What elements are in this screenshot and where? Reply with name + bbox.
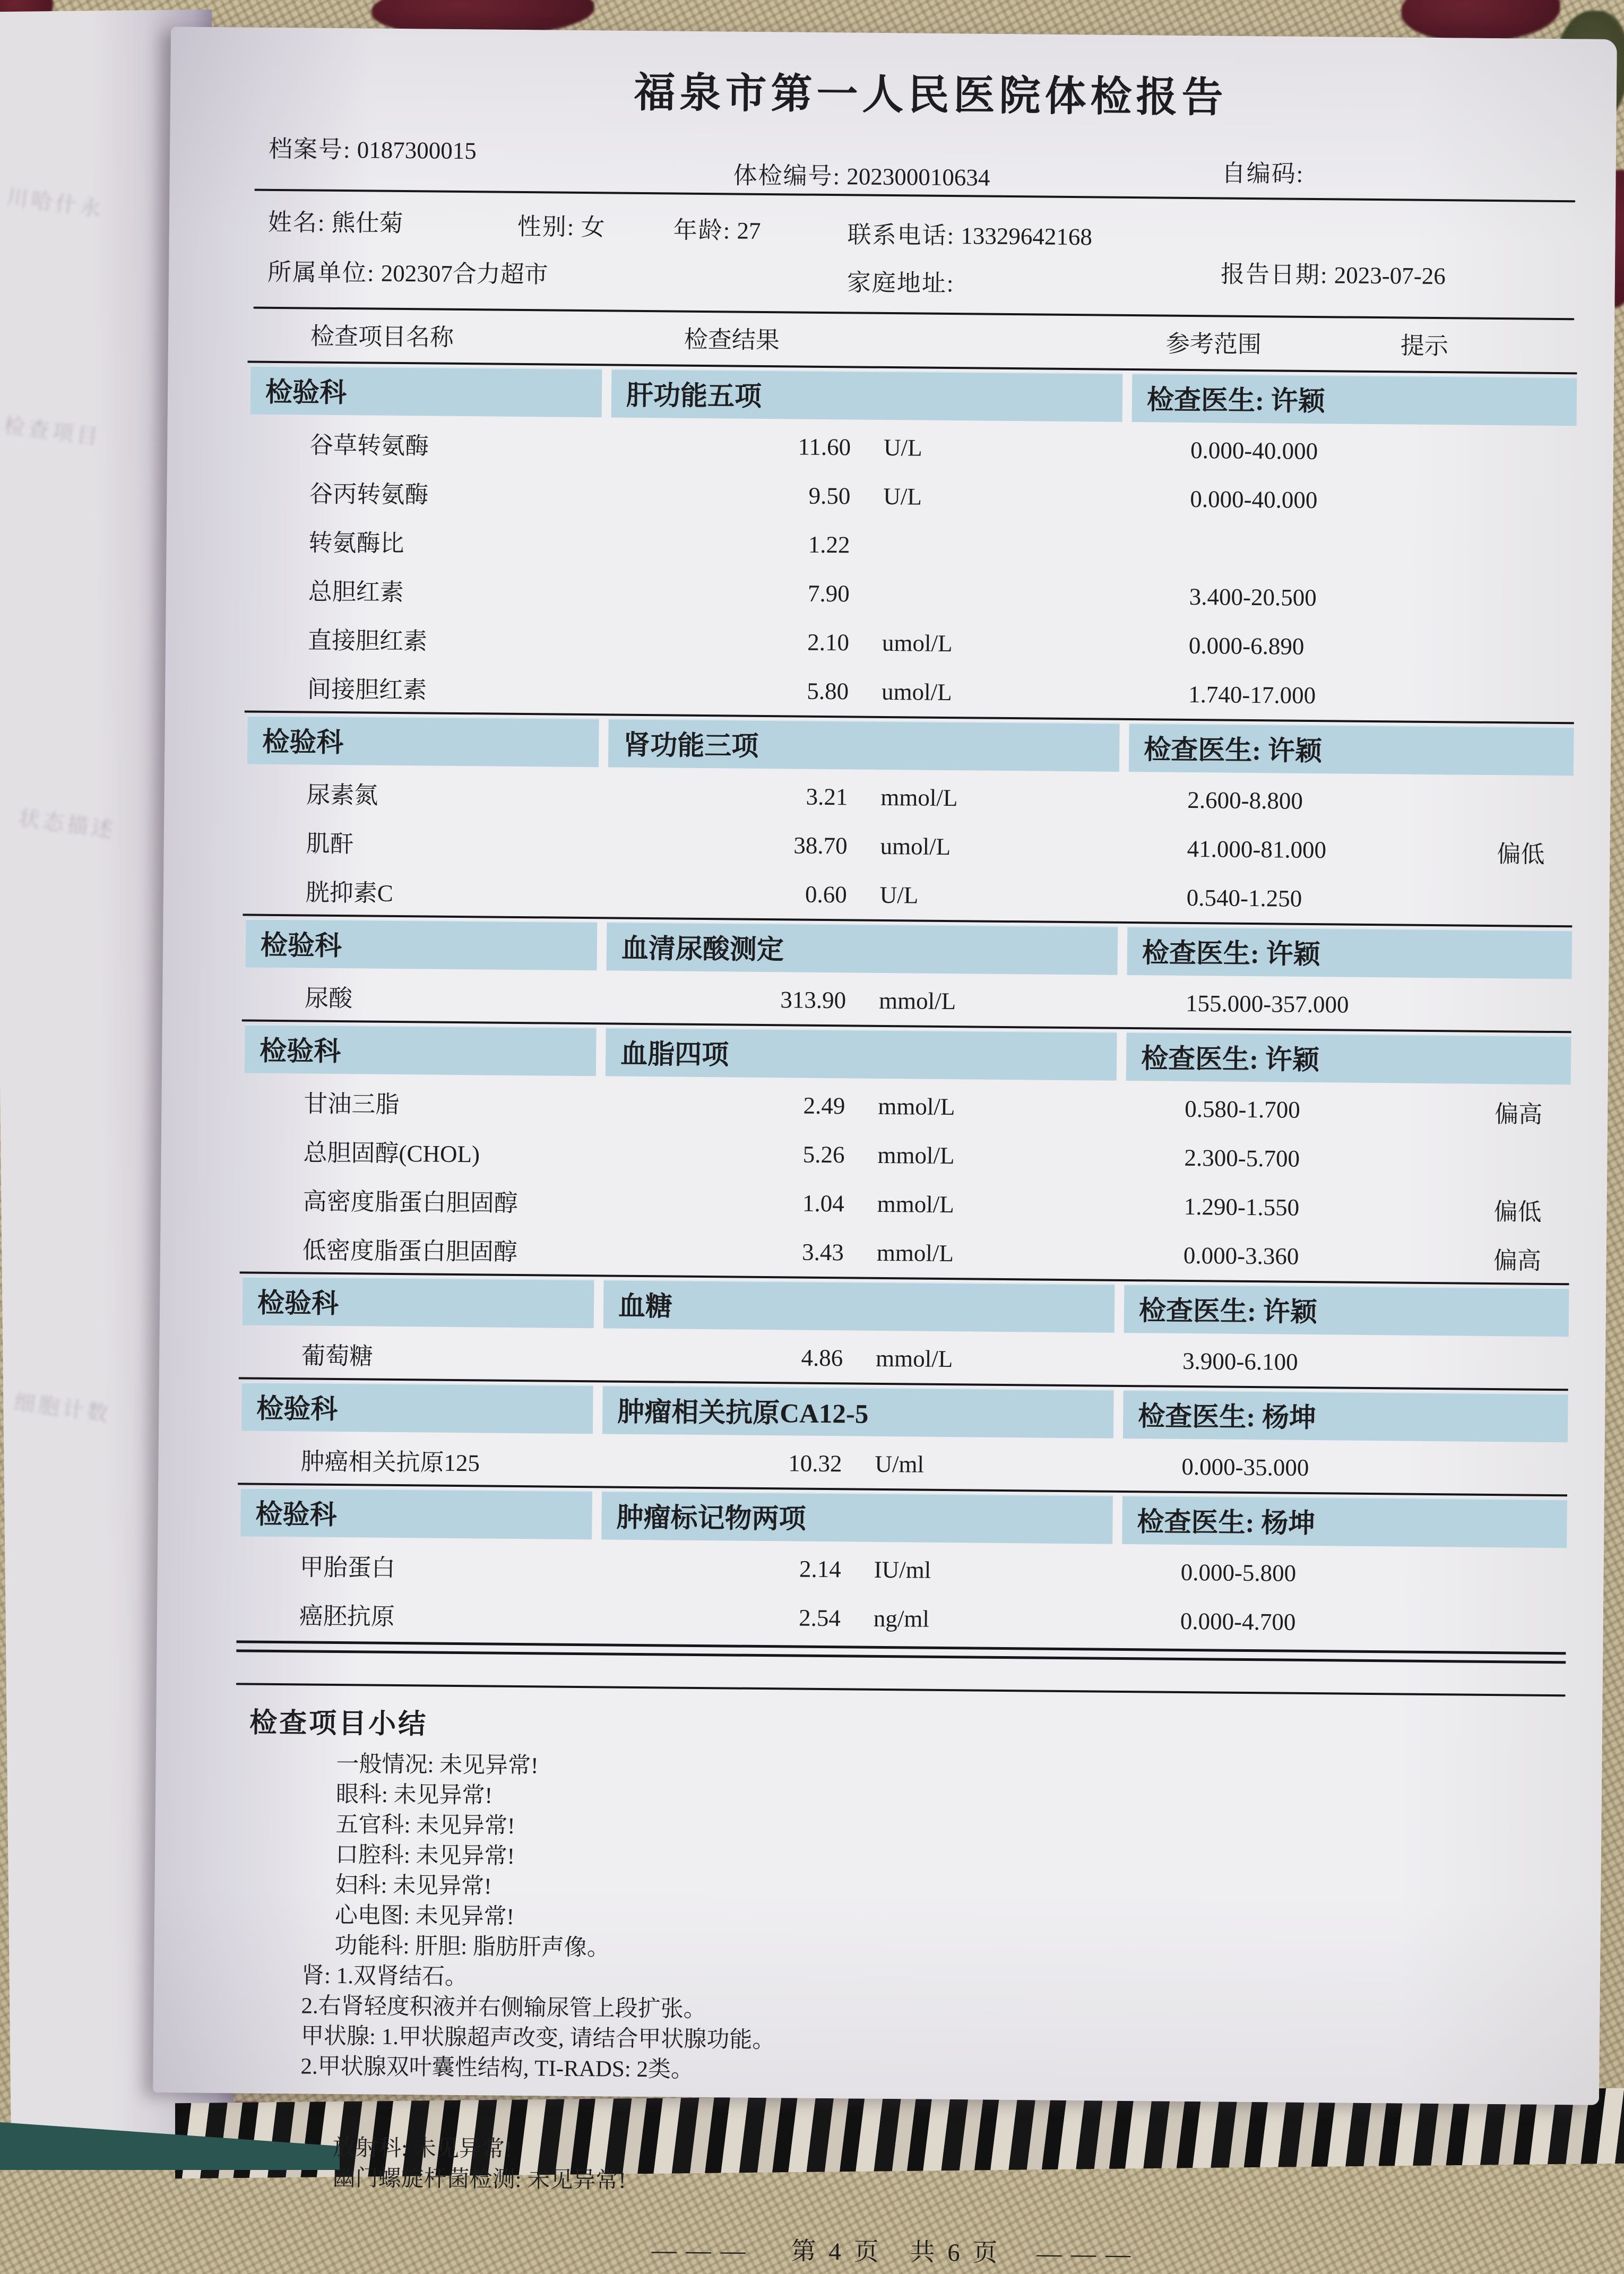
reference-range: 0.000-6.890 bbox=[1188, 632, 1305, 660]
result-unit bbox=[850, 545, 1190, 548]
result-unit: U/ml bbox=[875, 1450, 925, 1478]
reference-range: 0.580-1.700 bbox=[1185, 1095, 1301, 1123]
reference-range: 0.000-4.700 bbox=[1180, 1607, 1296, 1635]
result-value: 10.32 bbox=[788, 1450, 842, 1477]
lab-section bbox=[242, 914, 1573, 1031]
dept-chip: 检验科 bbox=[250, 366, 602, 418]
exam-no: 体检编号: 202300010634 bbox=[733, 162, 990, 191]
footer-dashes: ——— bbox=[651, 2236, 755, 2265]
doctor-chip: 检查医生: 许颖 bbox=[1132, 373, 1577, 426]
item-name: 总胆固醇(CHOL) bbox=[303, 1139, 480, 1167]
doctor-chip: 检查医生: 杨坤 bbox=[1123, 1390, 1568, 1442]
result-value: 3.43 bbox=[801, 1238, 844, 1266]
doctor-chip: 检查医生: 许颖 bbox=[1127, 926, 1573, 979]
flag-text bbox=[1479, 1469, 1567, 1470]
flag-text: 偏低 bbox=[1493, 1198, 1542, 1226]
section-title: 血糖 bbox=[603, 1279, 1115, 1332]
summary-lines bbox=[231, 1748, 1565, 2204]
section-title: 肾功能三项 bbox=[608, 718, 1120, 771]
summary-line: 妇科: 未见异常! bbox=[335, 1873, 492, 1899]
result-value: 11.60 bbox=[798, 433, 851, 461]
result-value: 5.26 bbox=[802, 1141, 845, 1168]
item-name: 总胆红素 bbox=[308, 578, 404, 606]
dept-chip: 检验科 bbox=[240, 1487, 592, 1539]
section-title: 肿瘤标记物两项 bbox=[601, 1491, 1113, 1544]
flag-text: 偏高 bbox=[1493, 1247, 1542, 1274]
reference-range bbox=[1190, 548, 1487, 550]
item-name: 尿酸 bbox=[304, 984, 353, 1012]
summary-line: 甲状腺: 1.甲状腺超声改变, 请结合甲状腺功能。 bbox=[300, 2023, 775, 2053]
summary-line: 功能科: 肝胆: 脂肪肝声像。 bbox=[334, 1933, 610, 1961]
column-header: 检查项目名称 bbox=[310, 323, 454, 351]
result-value: 3.21 bbox=[806, 783, 848, 811]
result-value: 4.86 bbox=[801, 1344, 843, 1372]
lab-section bbox=[243, 710, 1574, 925]
fabric-leaf bbox=[1401, 0, 1560, 42]
column-header: 提示 bbox=[1400, 332, 1449, 360]
summary-line: 眼科: 未见异常! bbox=[335, 1782, 493, 1808]
item-name: 高密度脂蛋白胆固醇 bbox=[303, 1187, 518, 1217]
doctor-chip: 检查医生: 许颖 bbox=[1126, 1032, 1571, 1084]
summary-title: 检查项目小结 bbox=[249, 1708, 428, 1740]
item-name: 肌酐 bbox=[306, 830, 354, 857]
work-unit: 所属单位: 202307合力超市 bbox=[267, 259, 548, 288]
reference-range: 0.000-40.000 bbox=[1190, 485, 1318, 514]
report-date: 报告日期: 2023-07-26 bbox=[1220, 261, 1446, 290]
result-value: 2.10 bbox=[807, 628, 850, 656]
section-title: 血清尿酸测定 bbox=[607, 921, 1118, 975]
lab-section bbox=[240, 1019, 1571, 1283]
item-name: 尿素氮 bbox=[306, 781, 378, 809]
lab-section bbox=[237, 1483, 1567, 1649]
reference-range: 1.740-17.000 bbox=[1188, 681, 1316, 709]
result-value: 1.22 bbox=[808, 531, 850, 558]
lab-section bbox=[245, 360, 1577, 722]
reference-range: 2.600-8.800 bbox=[1187, 786, 1303, 814]
file-no: 档案号: 0187300015 bbox=[268, 135, 477, 165]
lab-sections bbox=[237, 360, 1577, 1649]
summary-line: 一般情况: 未见异常! bbox=[336, 1752, 539, 1779]
result-value: 2.14 bbox=[799, 1555, 841, 1583]
item-name: 胱抑素C bbox=[305, 878, 394, 907]
flag-text bbox=[1481, 1160, 1570, 1161]
reference-range: 0.000-5.800 bbox=[1180, 1558, 1297, 1587]
item-name: 谷丙转氨酶 bbox=[309, 480, 429, 508]
result-value: 7.90 bbox=[807, 580, 850, 607]
underlying-page-stack: 川哈什永 检查项目 状态描述 细胞计数 bbox=[0, 10, 234, 2156]
patient-name: 姓名: 熊仕菊 bbox=[267, 209, 403, 237]
lab-section bbox=[239, 1271, 1569, 1389]
reference-range: 0.000-40.000 bbox=[1190, 436, 1318, 465]
doctor-chip: 检查医生: 许颖 bbox=[1124, 1284, 1569, 1337]
patient-meta bbox=[248, 129, 1579, 328]
result-unit: mmol/L bbox=[875, 1345, 953, 1373]
summary-line: 肾: 1.双肾结石。 bbox=[301, 1963, 468, 1990]
home-address: 家庭地址: bbox=[846, 269, 955, 297]
page-footer bbox=[231, 2226, 1560, 2273]
reference-range: 3.400-20.500 bbox=[1189, 583, 1317, 611]
flag-text bbox=[1486, 648, 1575, 649]
result-value: 313.90 bbox=[780, 986, 846, 1014]
result-unit: U/L bbox=[883, 434, 922, 461]
result-unit: umol/L bbox=[881, 678, 952, 706]
reference-range: 155.000-357.000 bbox=[1185, 989, 1349, 1018]
dept-chip: 检验科 bbox=[243, 1276, 594, 1328]
result-unit: U/L bbox=[883, 483, 922, 510]
result-unit: umol/L bbox=[882, 629, 953, 657]
section-title: 血脂四项 bbox=[606, 1027, 1117, 1080]
reference-range: 0.540-1.250 bbox=[1186, 884, 1302, 912]
flag-text bbox=[1484, 900, 1573, 901]
summary-line: 2.甲状腺双叶囊性结构, TI-RADS: 2类。 bbox=[300, 2054, 694, 2082]
summary-line: 口腔科: 未见异常! bbox=[335, 1842, 515, 1869]
reference-range: 1.290-1.550 bbox=[1184, 1193, 1300, 1221]
result-value: 2.54 bbox=[798, 1604, 841, 1632]
dept-chip: 检验科 bbox=[241, 1382, 593, 1434]
footer-dashes: ——— bbox=[1036, 2239, 1141, 2269]
item-name: 直接胆红素 bbox=[307, 626, 428, 654]
item-name: 间接胆红素 bbox=[307, 675, 427, 703]
result-value: 5.80 bbox=[807, 677, 849, 705]
result-unit: mmol/L bbox=[880, 783, 958, 812]
summary-line: 2.右肾轻度积液并右侧输尿管上段扩张。 bbox=[301, 1993, 706, 2022]
reference-range: 0.000-3.360 bbox=[1183, 1242, 1299, 1270]
result-value: 9.50 bbox=[808, 482, 851, 510]
flag-text: 偏高 bbox=[1495, 1100, 1543, 1128]
flag-text bbox=[1487, 550, 1576, 551]
result-unit: mmol/L bbox=[877, 1190, 954, 1218]
item-name: 转氨酶比 bbox=[308, 529, 404, 557]
summary-block bbox=[231, 1700, 1565, 2204]
section-title: 肝功能五项 bbox=[611, 368, 1123, 421]
dept-chip: 检验科 bbox=[246, 918, 598, 970]
result-unit: mmol/L bbox=[878, 987, 956, 1015]
page-number: 第 4 页 共 6 页 bbox=[791, 2237, 1001, 2267]
result-value: 38.70 bbox=[793, 832, 848, 859]
doctor-chip: 检查医生: 许颖 bbox=[1129, 723, 1574, 776]
summary-line: 心电图: 未见异常! bbox=[334, 1903, 515, 1930]
result-value: 1.04 bbox=[802, 1190, 844, 1217]
patient-age: 年龄: 27 bbox=[673, 217, 761, 244]
item-name: 肿癌相关抗原125 bbox=[300, 1448, 480, 1476]
report-page bbox=[153, 27, 1617, 2269]
result-value: 0.60 bbox=[805, 881, 848, 908]
lab-section bbox=[238, 1377, 1568, 1494]
result-unit: ng/ml bbox=[873, 1605, 930, 1632]
section-title: 肿瘤相关抗原CA12-5 bbox=[602, 1385, 1114, 1438]
result-unit: mmol/L bbox=[877, 1141, 955, 1169]
summary-line: 幽门螺旋杆菌检测: 未见异常! bbox=[332, 2165, 626, 2193]
result-unit: IU/ml bbox=[874, 1556, 931, 1583]
result-value: 2.49 bbox=[803, 1092, 845, 1119]
column-header: 检查结果 bbox=[684, 326, 780, 354]
result-unit: U/L bbox=[879, 881, 919, 909]
item-name: 甲胎蛋白 bbox=[299, 1553, 395, 1581]
flag-text: 偏低 bbox=[1497, 840, 1545, 868]
doctor-chip: 检查医生: 杨坤 bbox=[1122, 1495, 1567, 1548]
item-name: 甘油三脂 bbox=[304, 1090, 400, 1118]
summary-line: 五官科: 未见异常! bbox=[335, 1812, 515, 1839]
item-name: 谷草转氨酶 bbox=[309, 431, 429, 459]
item-name: 葡萄糖 bbox=[301, 1342, 374, 1370]
divider bbox=[236, 1683, 1566, 1696]
result-unit: mmol/L bbox=[876, 1239, 954, 1267]
result-unit: umol/L bbox=[880, 832, 951, 860]
self-code: 自编码: bbox=[1221, 160, 1305, 187]
item-name: 低密度脂蛋白胆固醇 bbox=[302, 1236, 518, 1265]
reference-range: 0.000-35.000 bbox=[1181, 1453, 1309, 1481]
column-header: 参考范围 bbox=[1165, 330, 1262, 358]
flag-text bbox=[1487, 599, 1575, 600]
item-name: 癌胚抗原 bbox=[299, 1602, 395, 1630]
patient-gender: 性别: 女 bbox=[517, 213, 605, 241]
reference-range: 3.900-6.100 bbox=[1182, 1347, 1298, 1375]
reference-range: 41.000-81.000 bbox=[1187, 835, 1327, 864]
result-unit: mmol/L bbox=[878, 1092, 955, 1121]
summary-line: 放射科: 未见异常! bbox=[332, 2135, 513, 2162]
dept-chip: 检验科 bbox=[247, 715, 599, 767]
reference-range: 2.300-5.700 bbox=[1184, 1144, 1300, 1172]
dept-chip: 检验科 bbox=[245, 1024, 597, 1076]
result-unit bbox=[850, 593, 1189, 597]
patient-phone: 联系电话: 13329642168 bbox=[847, 221, 1093, 251]
page-title: 福泉市第一人民医院体检报告 bbox=[634, 69, 1228, 121]
